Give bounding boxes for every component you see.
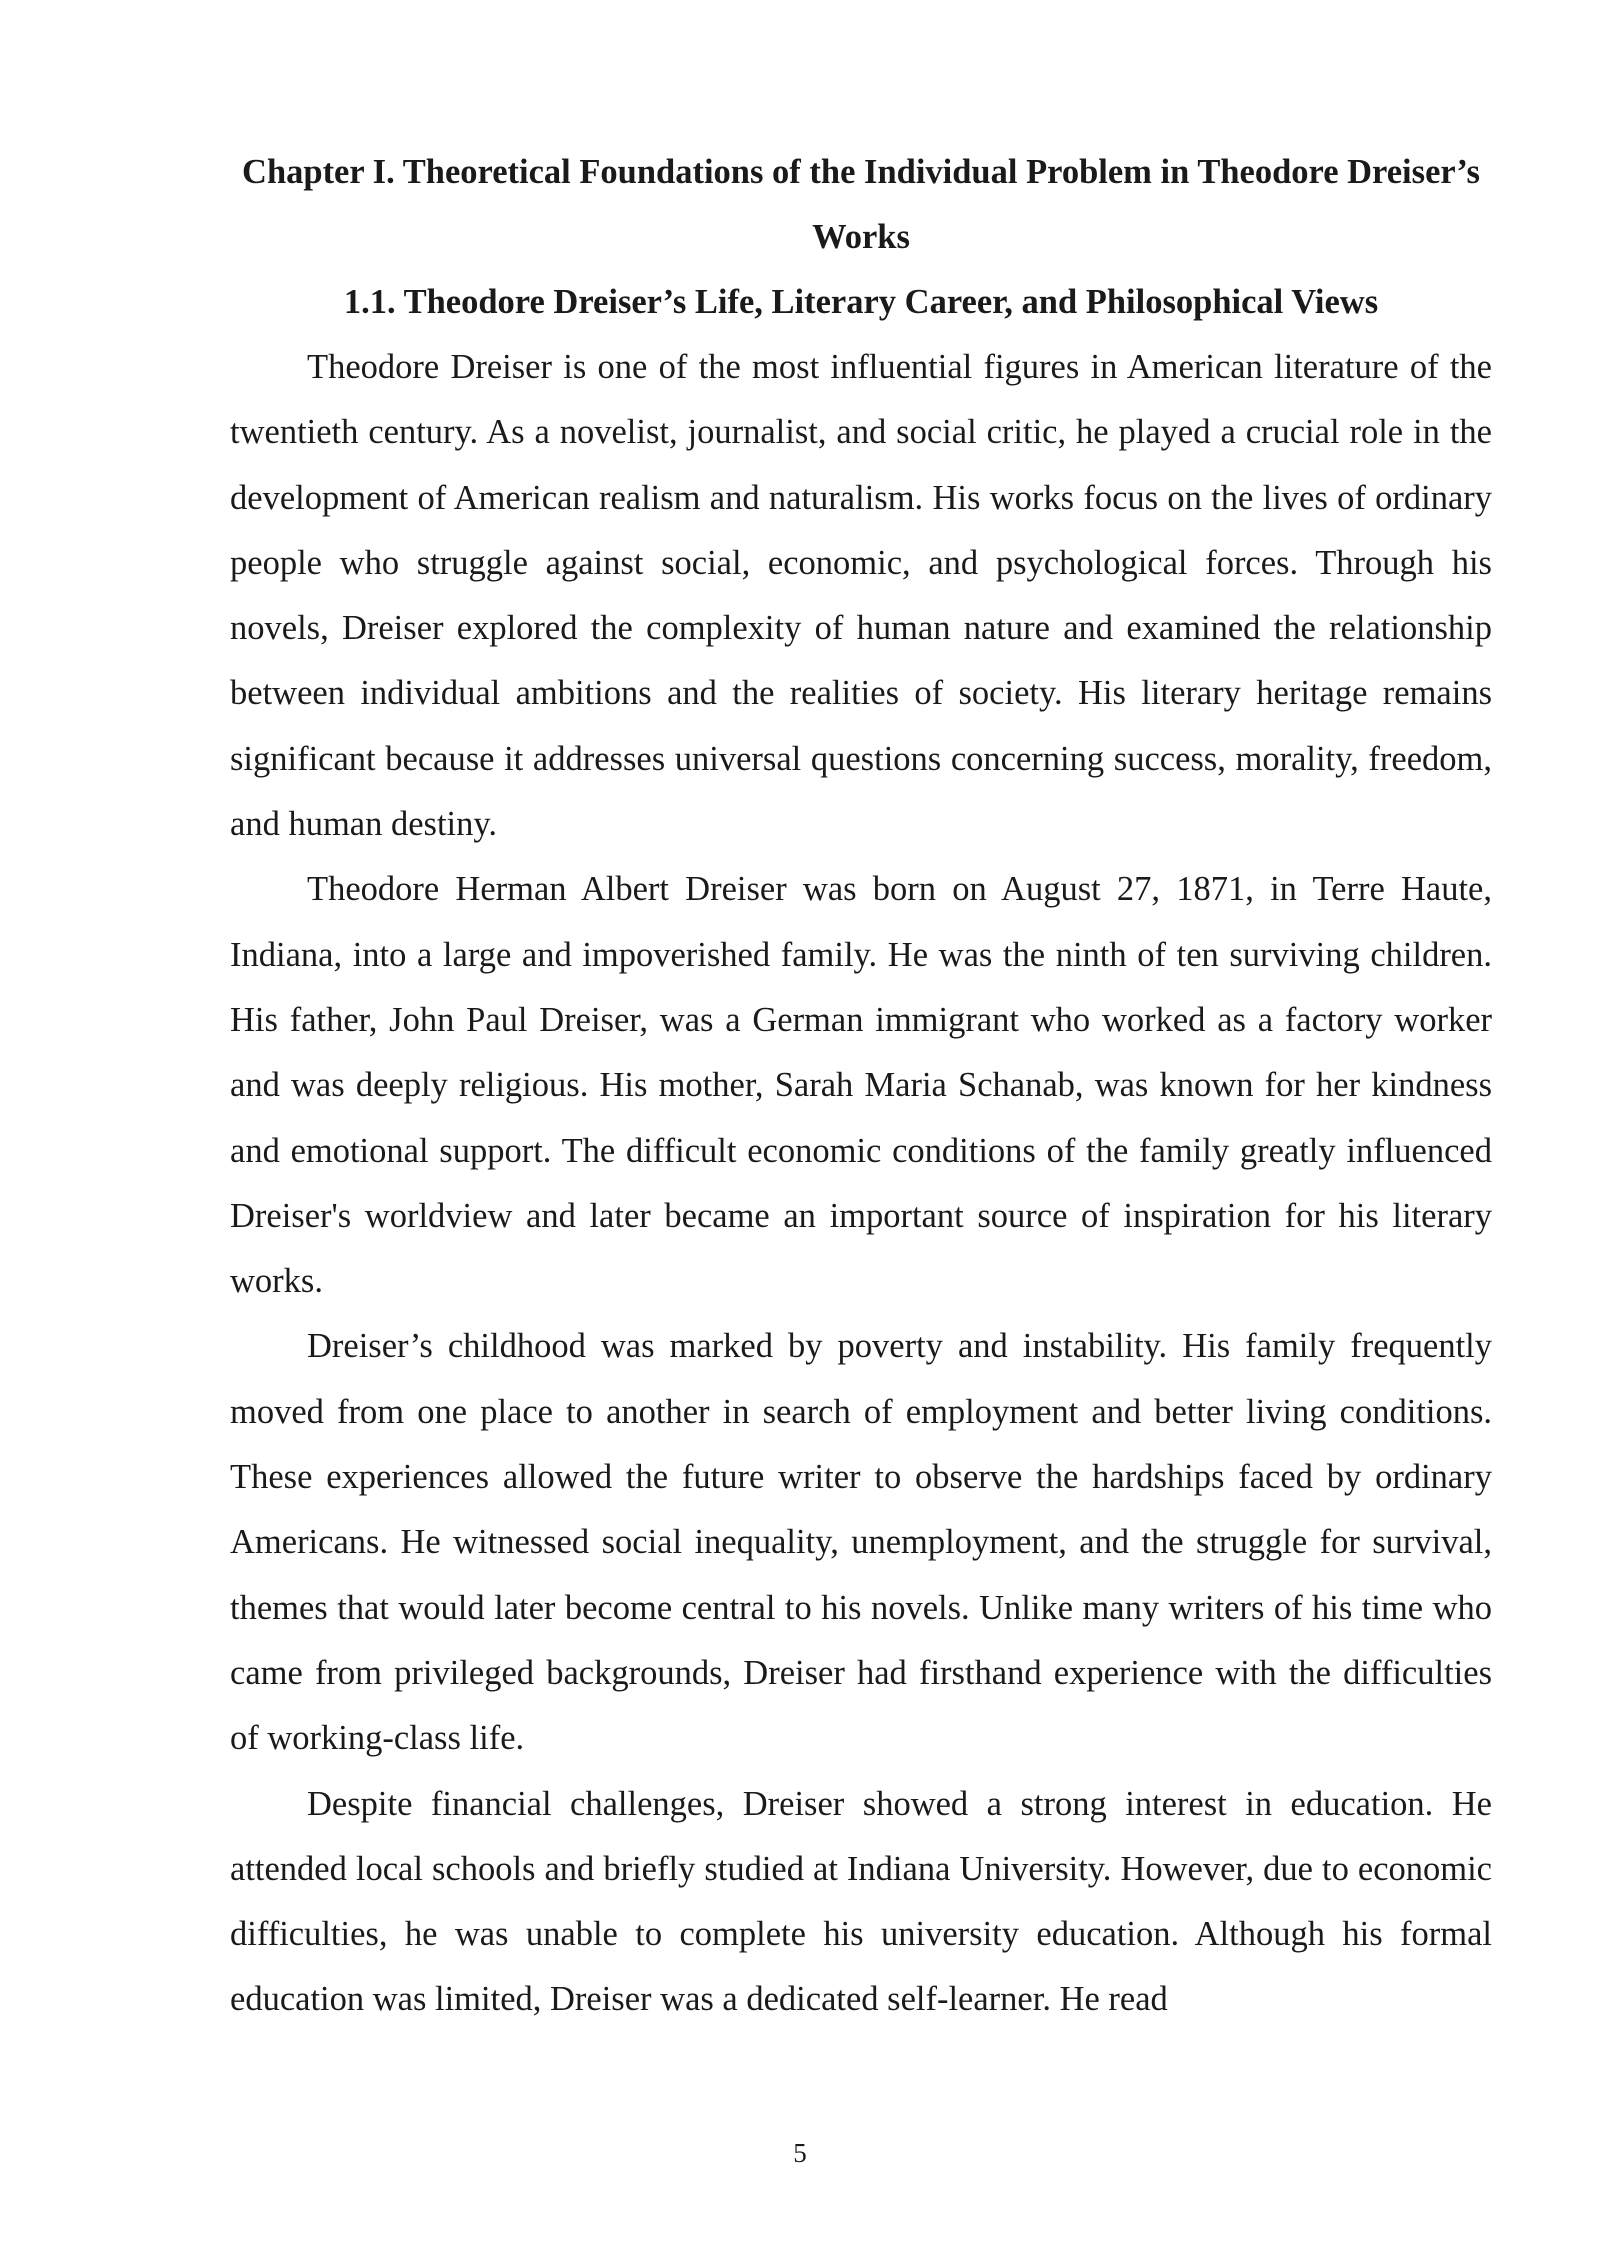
chapter-title: Chapter I. Theoretical Foundations of the Individual Problem in Theodore Dreiser’s Works — [242, 153, 1480, 256]
body-paragraph: Dreiser’s childhood was marked by poverty and instability. His family frequently moved from one place to another in search of employment and better living conditions. These experiences allowed the future writer to observe the hardships faced by ordinary Americans. He witnessed social inequality, unemployment, and the struggle for survival, themes that would later become central to his novels. Unlike many writers of his time who came from privileged backgrounds, Dreiser had firsthand experience with the difficulties of working-class life. — [230, 1327, 1492, 1758]
page-number: 5 — [793, 2138, 807, 2168]
section-title: 1.1. Theodore Dreiser’s Life, Literary Career, and Philosophical Views — [343, 283, 1379, 321]
document-page — [230, 140, 1492, 2033]
body-paragraph: Theodore Dreiser is one of the most influential figures in American literature of the twentieth century. As a novelist, journalist, and social critic, he played a crucial role in the development of American realism and naturalism. His works focus on the lives of ordinary people who struggle against social, economic, and psychological forces. Through his novels, Dreiser explored the complexity of human nature and examined the relationship between individual ambitions and the realities of society. His literary heritage remains significant because it addresses universal questions concerning success, morality, freedom, and human destiny. — [230, 348, 1492, 844]
body-paragraph: Despite financial challenges, Dreiser showed a strong interest in education. He attended local schools and briefly studied at Indiana University. However, due to economic difficulties, he was unable to complete his university education. Although his formal education was limited, Dreiser was a dedicated self-learner. He read — [230, 1784, 1492, 2019]
body-paragraph: Theodore Herman Albert Dreiser was born on August 27, 1871, in Terre Haute, Indiana, into a large and impoverished family. He was the ninth of ten surviving children. His father, John Paul Dreiser, was a German immigrant who worked as a factory worker and was deeply religious. His mother, Sarah Maria Schanab, was known for her kindness and emotional support. The difficult economic conditions of the family greatly influenced Dreiser's worldview and later became an important source of inspiration for his literary works. — [230, 870, 1492, 1301]
